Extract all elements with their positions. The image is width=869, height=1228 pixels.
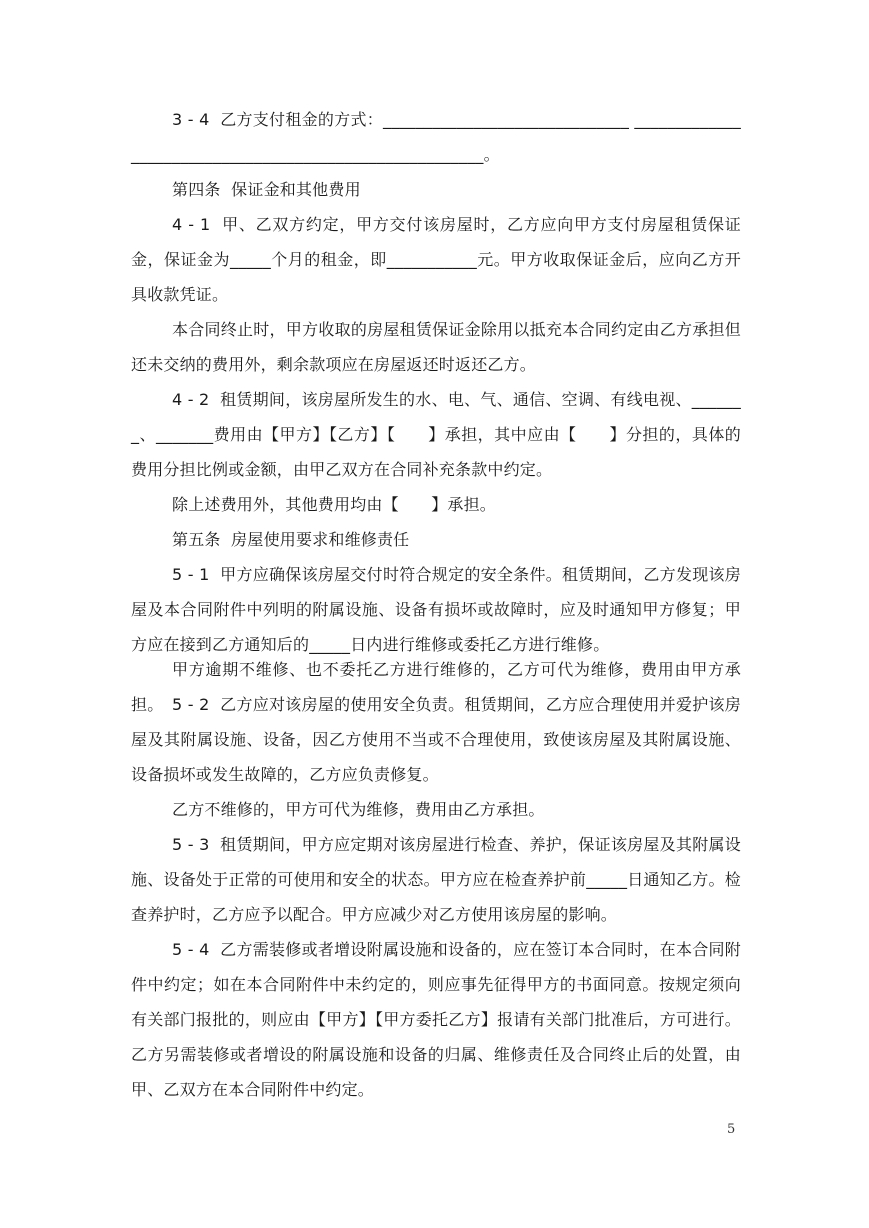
clause-5-3: 5 - 3 租赁期间，甲方应定期对该房屋进行检查、养护，保证该房屋及其附属设施、设备处于正常的可使用和安全的状态。甲方应在检查养护前_____日通知乙方。检查养护时，乙方应予以配合。甲方应减少对乙方使用该房屋的影响。 (131, 835, 741, 924)
clause-5-2: 5 - 2 乙方应对该房屋的使用安全负责。租赁期间，乙方应合理使用并爱护该房屋及其附属设施、设备，因乙方使用不当或不合理使用，致使该房屋及其附属设施、设备损坏或发生故障的，乙方应负责修复。 (131, 695, 741, 784)
clause-5-4: 5 - 4 乙方需装修或者增设附属设施和设备的，应在签订本合同时，在本合同附件中约定；如在本合同附件中未约定的，则应事先征得甲方的书面同意。按规定须向有关部门报批的，则应由【甲方】【甲方委托乙方】报请有关部门批准后，方可进行。乙方另需装修或者增设的附属设施和设备的归属、维修责任及合同终止后的处置，由甲、乙双方在本合同附件中约定。 (131, 940, 741, 1099)
clause-5-2-paragraph-2: 乙方不维修的，甲方可代为维修，费用由乙方承担。 (172, 800, 545, 819)
clause-4-2: 4 - 2 租赁期间，该房屋所发生的水、电、气、通信、空调、有线电视、_______、_______费用由【甲方】【乙方】【 】承担，其中应由【 】分担的，具体的费用分担比例或金额，由甲乙双方在合同补充条款中约定。 (131, 390, 741, 479)
clause-5-1-paragraph-2: 甲方逾期不维修、也不委托乙方进行维修的，乙方可代为维修，费用由甲方承担。 (131, 660, 741, 714)
page-number: 5 (727, 1122, 736, 1137)
clause-5-1: 5 - 1 甲方应确保该房屋交付时符合规定的安全条件。租赁期间，乙方发现该房屋及本合同附件中列明的附属设施、设备有损坏或故障时，应及时通知甲方修复；甲方应在接到乙方通知后的_____日内进行维修或委托乙方进行维修。 (131, 565, 741, 654)
article-5-heading: 第五条 房屋使用要求和维修责任 (172, 530, 410, 549)
clause-4-1-paragraph-2: 本合同终止时，甲方收取的房屋租赁保证金除用以抵充本合同约定由乙方承担但还未交纳的费用外，剩余款项应在房屋返还时返还乙方。 (131, 320, 741, 374)
clause-4-2-paragraph-2: 除上述费用外，其他费用均由【 】承担。 (172, 495, 497, 514)
article-4-heading: 第四条 保证金和其他费用 (172, 180, 361, 199)
clause-3-4: 3 - 4 乙方支付租金的方式：______________________________ ________________________________________________________。 (131, 110, 741, 164)
clause-4-1: 4 - 1 甲、乙双方约定，甲方交付该房屋时，乙方应向甲方支付房屋租赁保证金，保证金为_____个月的租金，即___________元。甲方收取保证金后，应向乙方开具收款凭证。 (131, 215, 741, 304)
